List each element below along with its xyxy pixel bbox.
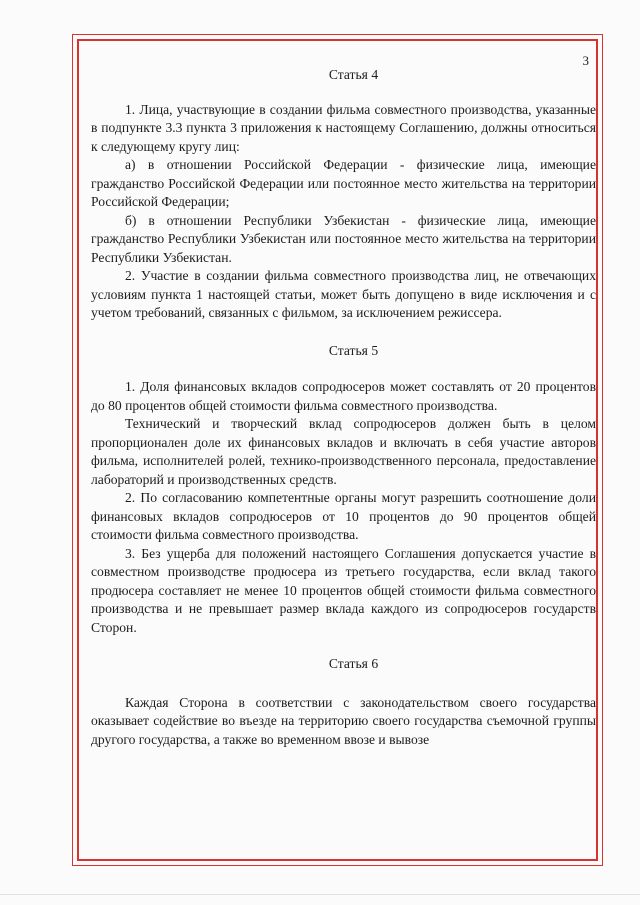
- article-5-paragraph-1: 1. Доля финансовых вкладов сопродюсеров может составлять от 20 процентов до 80 процентов общей стоимости фильма совместного производства.: [91, 379, 596, 413]
- page-number: 3: [582, 53, 589, 68]
- bottom-divider: [0, 894, 640, 895]
- article-5-paragraph-2: 2. По согласованию компетентные органы могут разрешить соотношение доли финансовых вкладов сопродюсеров от 10 процентов до 90 процентов общей стоимости фильма совместного производства.: [91, 490, 596, 542]
- article-4-paragraph-b: б) в отношении Республики Узбекистан - физические лица, имеющие гражданство Республики Узбекистан или постоянное место жительства на территории Республики Узбекистан.: [91, 212, 596, 265]
- article-4-paragraph-2: 2. Участие в создании фильма совместного производства лиц, не отвечающих условиям пункта 1 настоящей статьи, может быть допущено в виде исключения и с учетом требований, связанных с фильмом, за исключением режиссера.: [91, 268, 596, 320]
- article-6-paragraph-1: Каждая Сторона в соответствии с законодательством своего государства оказывает содействие во въезде на территорию своего государства съемочной группы другого государства, а также во временном ввозе и вывозе: [91, 694, 596, 747]
- article-5-paragraph-3: 3. Без ущерба для положений настоящего Соглашения допускается участие в совместном производстве продюсера из третьего государства, если вклад такого продюсера составляет не менее 10 процентов общей стоимости фильма совместного производства и не превышает размер вклада каждого из сопродюсеров государств Сторон.: [91, 545, 596, 635]
- article-4-title: Статья 4: [328, 67, 379, 82]
- article-5-title: Статья 5: [328, 342, 379, 358]
- article-4-paragraph-a: а) в отношении Российской Федерации - физические лица, имеющие гражданство Российской Федерации или постоянное место жительства на территории Российской Федерации;: [91, 157, 596, 209]
- article-5-paragraph-technical: Технический и творческий вклад сопродюсеров должен быть в целом пропорционален доле их финансовых вкладов и включать в себя участие авторов фильма, исполнителей ролей, технико-производственного персонала, предоставление лабораторий и производственных средств.: [91, 416, 596, 487]
- document-body: [91, 66, 596, 749]
- article-4-paragraph-1: 1. Лица, участвующие в создании фильма совместного производства, указанные в подпункте 3.3 пункта 3 приложения к настоящему Соглашению, должны относиться к следующему кругу лиц:: [91, 101, 596, 154]
- article-6-title: Статья 6: [328, 656, 379, 671]
